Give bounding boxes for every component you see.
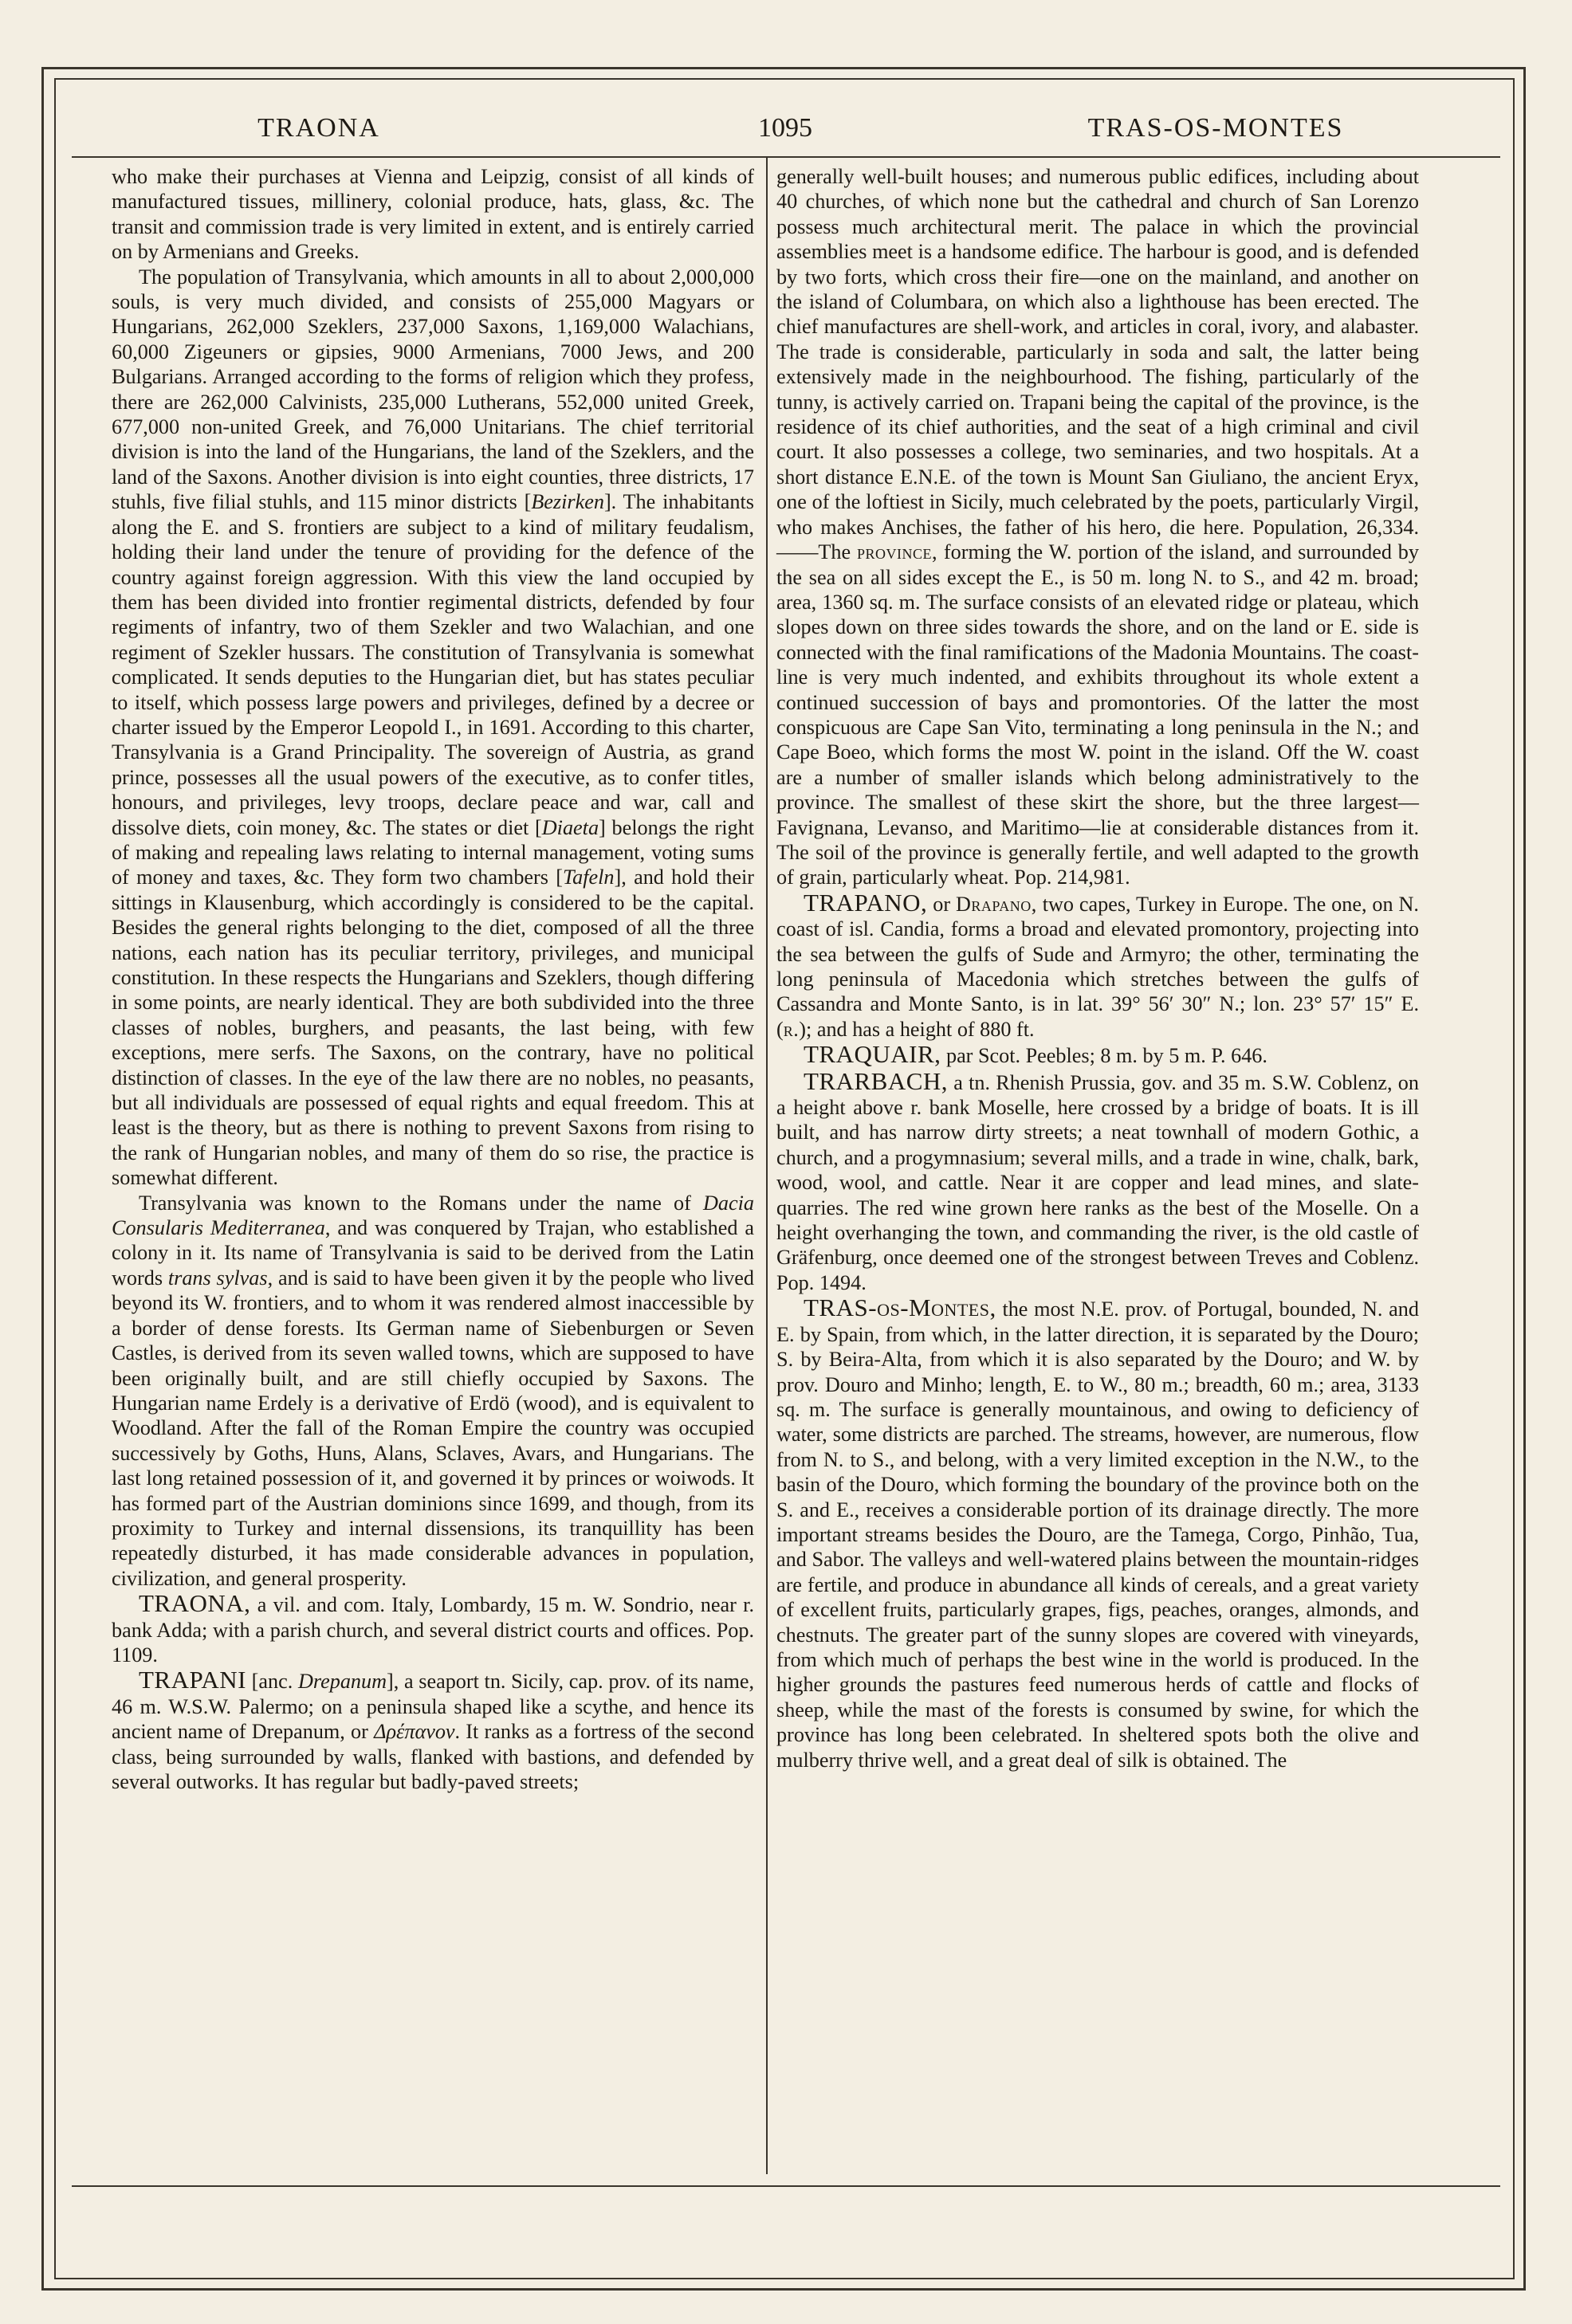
headword-tras-os-montes: TRAS-os-Montes, [804,1294,996,1322]
header-left-keyword: TRAONA [257,113,380,143]
header-right-keyword: TRAS-OS-MONTES [1087,113,1344,143]
entry-trarbach: TRARBACH, a tn. Rhenish Prussia, gov. and 35 m. S.W. Coblenz, on a height above r. bank Moselle, here crossed by a bridge of boats. It is ill built, and has narrow dirty streets; a neat townhall of modern Gothic, a church, and a progymnasium; several mills, and a trade in wine, chalk, bark, wood, wool, and cattle. Near it are copper and lead mines, and slate-quarries. The red wine grown here ranks as the best of the Moselle. On a height overhanging the town, and commanding the river, is the old castle of Gräfenburg, once deemed one of the strongest between Treves and Coblenz. Pop. 1494. [776,1066,1419,1294]
footer-rule [72,2185,1500,2187]
headword-trapano: TRAPANO, [804,888,928,917]
entry-traquair: TRAQUAIR, par Scot. Peebles; 8 m. by 5 m. P. 646. [804,1040,1267,1069]
entry-traona: TRAONA, a vil. and com. Italy, Lombardy, 15 m. W. Sondrio, near r. bank Adda; with a parish church, and several district courts and offices. Pop. 1109. [112,1589,754,1666]
headword-trarbach: TRARBACH, [804,1066,949,1095]
page-number: 1095 [758,113,812,143]
transylvania-population-paragraph: The population of Transylvania, which amounts in all to about 2,000,000 souls, is very much divided, and consists of 255,000 Magyars or Hungarians, 262,000 Szeklers, 237,000 Saxons, 1,169,000 Walachians, 60,000 Zigeuners or gipsies, 9000 Armenians, 7000 Jews, and 200 Bulgarians. Arranged according to the forms of religion which they profess, there are 262,000 Calvinists, 235,000 Lutherans, 552,000 united Greek, 677,000 non-united Greek, and 76,000 Unitarians. The chief territorial division is into the land of the Hungarians, the land of the Szeklers, and the land of the Saxons. Another division is into eight counties, three districts, 17 stuhls, five filial stuhls, and 115 minor districts [Bezirken]. The inhabitants along the E. and S. frontiers are subject to a kind of military feudalism, holding their land under the tenure of providing for the defence of the country against foreign aggression. With this view the land occupied by them has been divided into frontier regimental districts, defended by four regiments of infantry, two of them Szekler and two Walachian, and one regiment of Szekler hussars. The constitution of Transylvania is somewhat complicated. It sends deputies to the Hungarian diet, but has states peculiar to itself, which possess large powers and privileges, defined by a decree or charter issued by the Emperor Leopold I., in 1691. According to this charter, Transylvania is a Grand Principality. The sovereign of Austria, as grand prince, possesses all the usual powers of the executive, as to confer titles, honours, and privileges, levy troops, declare peace and war, call and dissolve diets, coin money, &c. The states or diet [Diaeta] belongs the right of making and repealing laws relating to internal management, voting sums of money and taxes, &c. They form two chambers [Tafeln], and hold their sittings in Klausenburg, which accordingly is considered to be the capital. Besides the general rights belonging to the diet, composed of all the three nations, each nation has its peculiar territory, privileges, and municipal constitution. In these respects the Hungarians and Szeklers, though differing in some points, are nearly identical. They are both subdivided into the three classes of nobles, burghers, and peasants, the last being, with few exceptions, mere serfs. The Saxons, on the contrary, have no political distinction of classes. In the eye of the law there are no nobles, no peasants, but all individuals are possessed of equal rights and equal freedom. This at least is the theory, but as there is nothing to prevent Saxons from rising to the rank of Hungarian nobles, and many of them do so rise, the practice is somewhat different. [112,265,755,1190]
entry-trapano: TRAPANO, or Drapano, two capes, Turkey in Europe. The one, on N. coast of isl. Candia, forms a broad and elevated promontory, projecting into the sea between the gulfs of Sude and Armyro; the other, terminating the long peninsula of Macedonia which stretches between the gulfs of Cassandra and Monte Santo, is in lat. 39° 56′ 30″ N.; lon. 23° 57′ 15″ E. (r.); and has a height of 880 ft. [776,888,1419,1041]
left-column [112,164,754,1794]
headword-traona: TRAONA, [139,1589,251,1618]
running-header [72,113,1499,151]
column-divider [766,158,768,2174]
entry-tras-os-montes: TRAS-os-Montes, the most N.E. prov. of Portugal, bounded, N. and E. by Spain, from which, in the latter direction, it is separated by the Douro; S. by Beira-Alta, from which it is also separated by the Douro; and W. by prov. Douro and Minho; length, E. to W., 80 m.; breadth, 60 m.; area, 3133 sq. m. The surface is generally mountainous, and owing to deficiency of water, some districts are parched. The streams, however, are numerous, flow from N. to S., and belong, with a very limited exception in the N.W., to the basin of the Douro, which forming the boundary of the province both on the S. and E., receives a considerable portion of its drainage directly. The more important streams besides the Douro, are the Tamega, Corgo, Pinhão, Tua, and Sabor. The valleys and well-watered plains between the mountain-ridges are fertile, and produce in abundance all kinds of cereals, and a great variety of excellent fruits, particularly grapes, figs, peaches, oranges, almonds, and chestnuts. The greater part of the sunny slopes are covered with vineyards, from which much of perhaps the best wine in the world is produced. In the higher grounds the pastures feed numerous herds of cattle and flocks of sheep, while the mast of the forests is consumed by swine, for which the province has long been celebrated. In sheltered spots both the olive and mulberry thrive well, and a great deal of silk is obtained. The [776,1294,1419,1772]
right-column [776,164,1419,1772]
entry-trapani-continued: generally well-built houses; and numerous public edifices, including about 40 churches, of which none but the cathedral and church of San Lorenzo possess much architectural merit. The palace in which the provincial assemblies meet is a handsome edifice. The harbour is good, and is defended by two forts, which cross their fire—one on the mainland, and another on the island of Columbara, on which also a lighthouse has been erected. The chief manufactures are shell-work, and articles in coral, ivory, and alabaster. The trade is considerable, particularly in soda and salt, the latter being extensively made in the neighbourhood. The fishing, particularly of the tunny, is actively carried on. Trapani being the capital of the province, is the residence of its chief authorities, and the seat of a high criminal and civil court. It also possesses a college, two seminaries, and two hospitals. At a short distance E.N.E. of the town is Mount San Giuliano, the ancient Eryx, one of the loftiest in Sicily, much celebrated by the poets, particularly Virgil, who makes Anchises, the father of his hero, die here. Population, 26,334.——The province, forming the W. portion of the island, and surrounded by the sea on all sides except the E., is 50 m. long N. to S., and 42 m. broad; area, 1360 sq. m. The surface consists of an elevated ridge or plateau, which slopes down on three sides towards the shore, and on the land or E. side is connected with the final ramifications of the Madonia Mountains. The coast-line is very much indented, and exhibits throughout its whole extent a continued succession of bays and promontories. Of the latter the most conspicuous are Cape San Vito, terminating a long peninsula in the N.; and Cape Boeo, which forms the most W. point in the island. Off the W. coast are a number of smaller islands which belong administratively to the province. The smallest of these skirt the shore, but the three largest—Favignana, Levanso, and Maritimo—lie at considerable distances from it. The soil of the province is generally fertile, and well adapted to the growth of grain, particularly wheat. Pop. 214,981. [776,165,1419,889]
entry-trapani: TRAPANI [anc. Drepanum], a seaport tn. Sicily, cap. prov. of its name, 46 m. W.S.W. Palermo; on a peninsula shaped like a scythe, and hence its ancient name of Drepanum, or Δρέπανον. It ranks as a fortress of the second class, being surrounded by walls, flanked with bastions, and defended by several outworks. It has regular but badly-paved streets; [112,1666,755,1793]
headword-traquair: TRAQUAIR, [804,1040,941,1069]
transylvania-history-paragraph: Transylvania was known to the Romans under the name of Dacia Consularis Mediterranea, and was conquered by Trajan, who established a colony in it. Its name of Transylvania is said to be derived from the Latin words trans sylvas, and is said to have been given it by the people who lived beyond its W. frontiers, and to whom it was rendered almost inaccessible by a border of dense forests. Its German name of Siebenburgen or Seven Castles, is derived from its seven walled towns, which are supposed to have been originally built, and are still chiefly occupied by Saxons. The Hungarian name Erdely is a derivative of Erdö (wood), and is equivalent to Woodland. After the fall of the Roman Empire the country was occupied successively by Goths, Huns, Alans, Sclaves, Avars, and Hungarians. The last long retained possession of it, and governed it by princes or woiwods. It has formed part of the Austrian dominions since 1699, and though, from its proximity to Turkey and internal dissensions, its tranquillity has been repeatedly disturbed, it has made considerable advances in population, civilization, and general prosperity. [112,1191,754,1590]
header-rule [72,156,1500,158]
headword-trapani: TRAPANI [139,1666,246,1694]
transylvania-trade-paragraph: who make their purchases at Vienna and Leipzig, consist of all kinds of manufactured tissues, millinery, colonial produce, hats, glass, &c. The transit and commission trade is very limited in extent, and is entirely carried on by Armenians and Greeks. [112,165,754,264]
